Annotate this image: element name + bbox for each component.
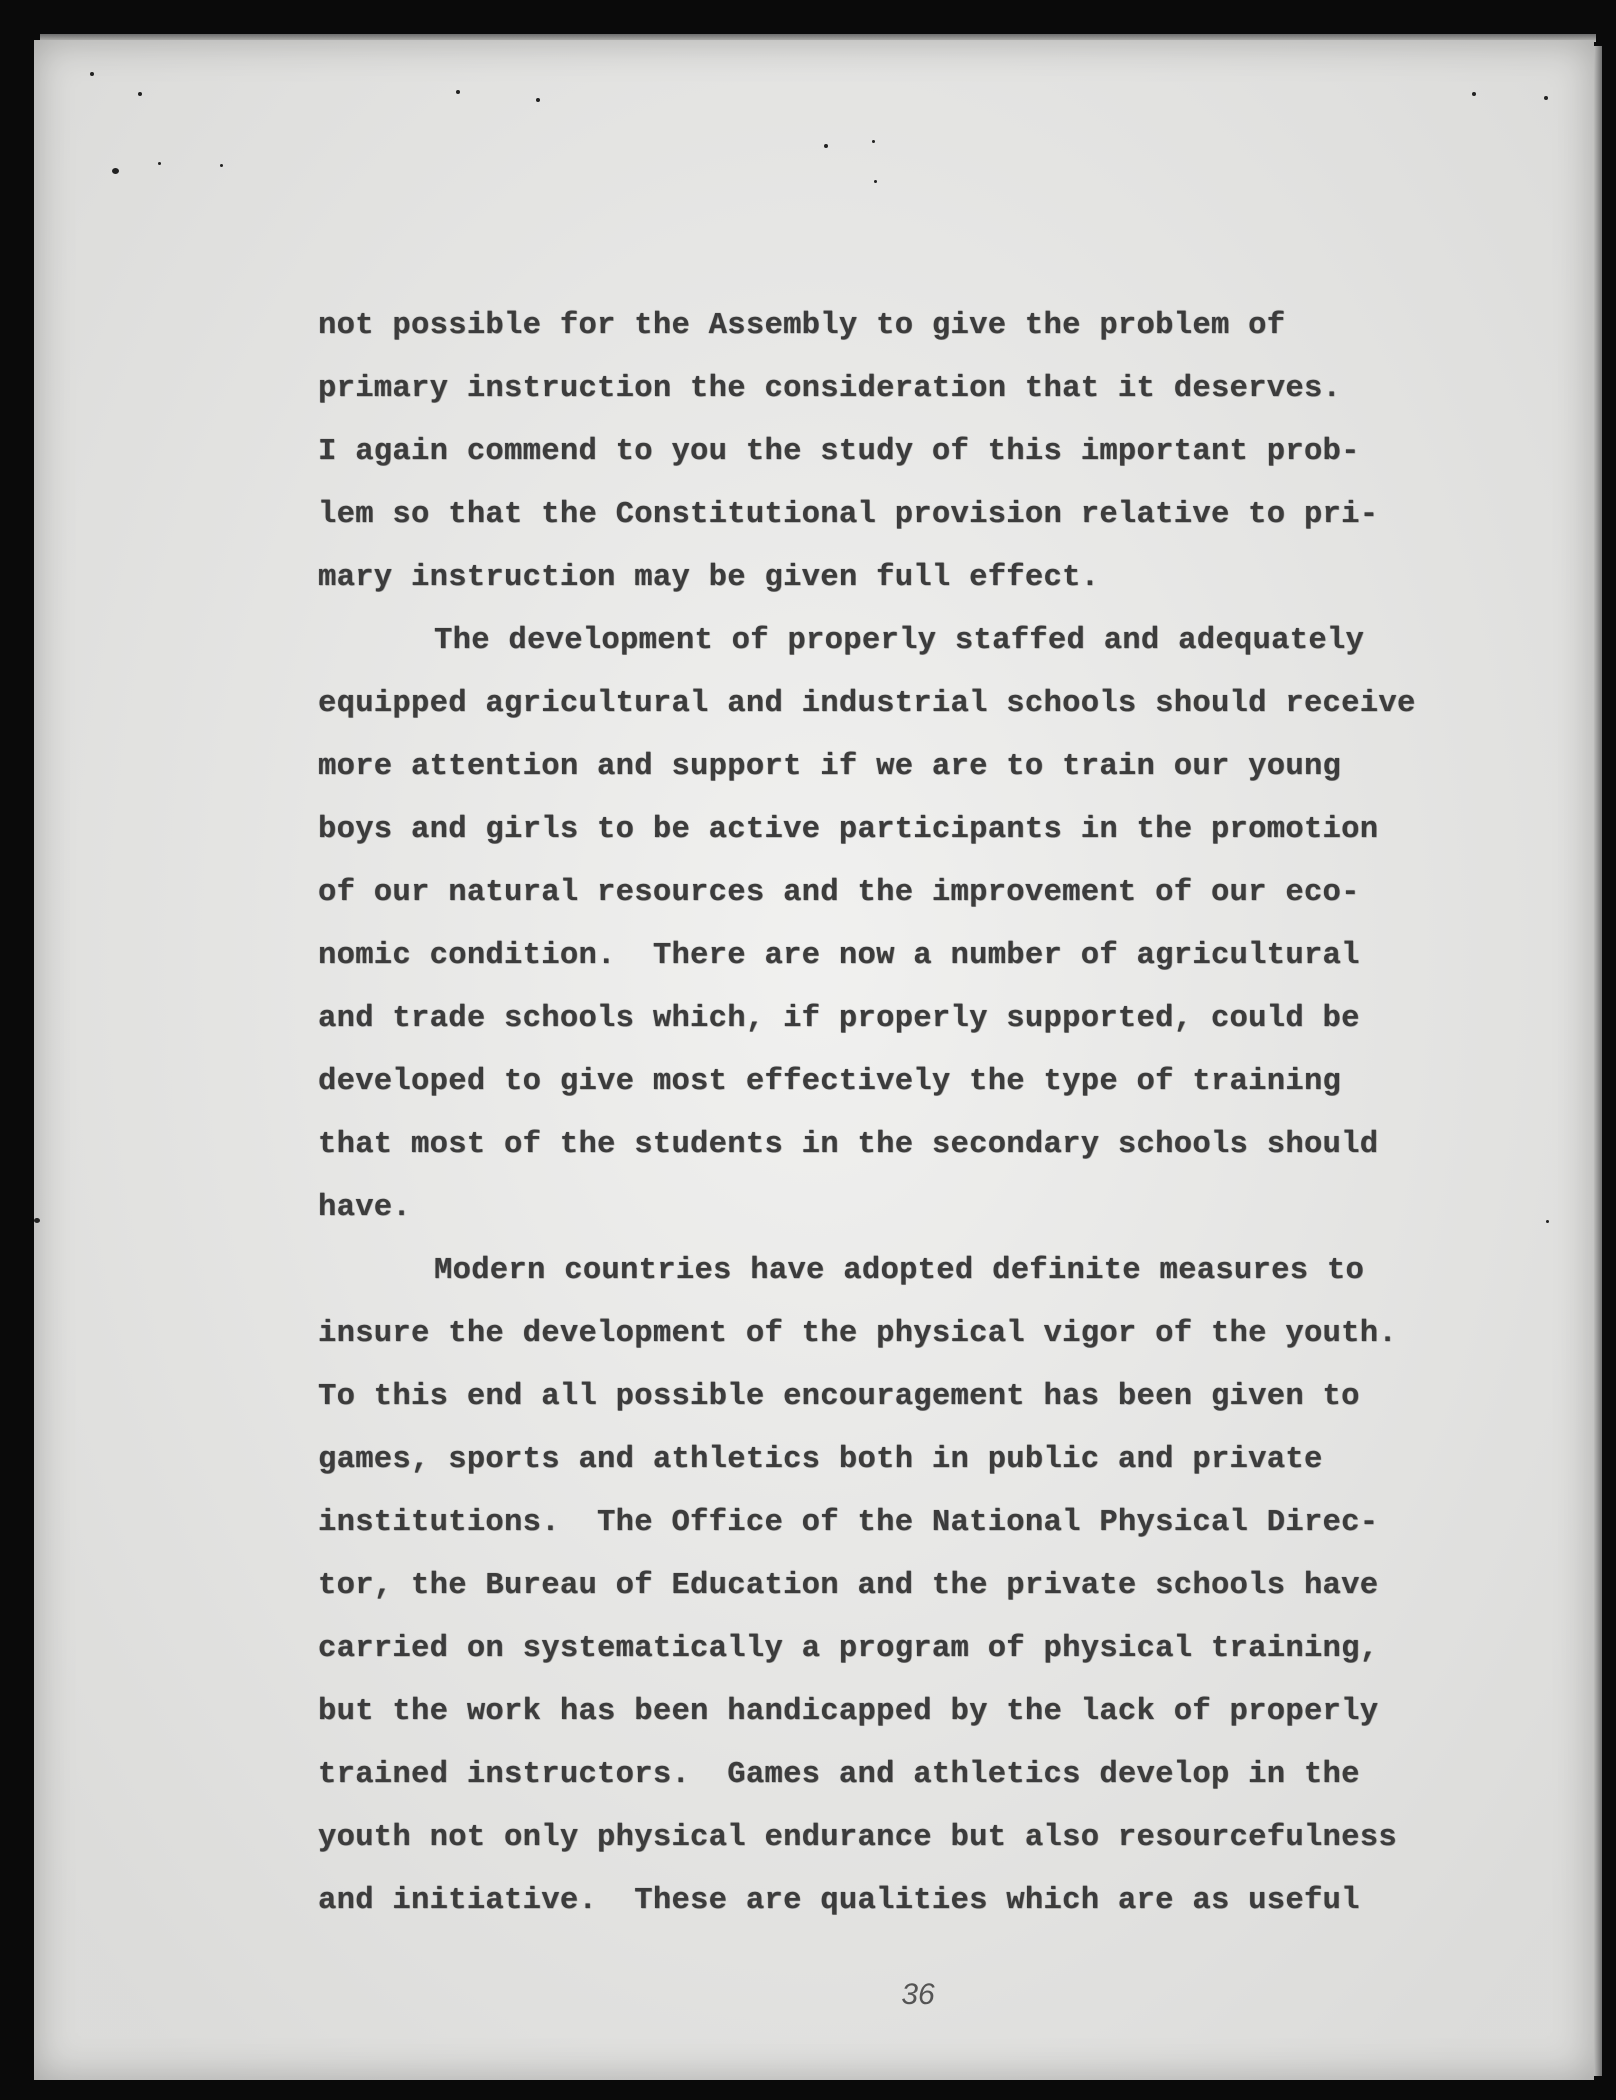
text-line: boys and girls to be active participants in the promotion <box>318 813 1379 847</box>
text-line: To this end all possible encouragement has been given to <box>318 1380 1360 1414</box>
dust-speck <box>872 140 875 143</box>
dust-speck <box>824 144 828 148</box>
text-line: carried on systematically a program of physical training, <box>318 1632 1379 1666</box>
text-line: but the work has been handicapped by the lack of properly <box>318 1695 1379 1729</box>
dust-speck <box>34 1218 40 1223</box>
text-line: youth not only physical endurance but also resourcefulness <box>318 1821 1397 1855</box>
dust-speck <box>112 168 119 174</box>
dust-speck <box>1472 92 1476 96</box>
text-line: games, sports and athletics both in public and private <box>318 1443 1323 1477</box>
text-line: nomic condition. There are now a number of agricultural <box>318 939 1360 973</box>
dust-speck <box>456 90 460 94</box>
dust-speck <box>90 72 94 76</box>
document-body <box>318 306 1468 1944</box>
paper-edge-right <box>1594 46 1602 2076</box>
text-line: more attention and support if we are to train our young <box>318 750 1342 784</box>
text-line: that most of the students in the secondary schools should <box>318 1128 1379 1162</box>
text-line: and initiative. These are qualities which are as useful <box>318 1884 1360 1918</box>
text-line: and trade schools which, if properly supported, could be <box>318 1002 1360 1036</box>
text-line: insure the development of the physical vigor of the youth. <box>318 1317 1397 1351</box>
text-line: tor, the Bureau of Education and the private schools have <box>318 1569 1379 1603</box>
dust-speck <box>536 98 540 102</box>
text-line: institutions. The Office of the National Physical Direc- <box>318 1506 1379 1540</box>
text-line: I again commend to you the study of this important prob- <box>318 435 1360 469</box>
text-line: equipped agricultural and industrial schools should receive <box>318 687 1416 721</box>
paragraph-start-line: Modern countries have adopted definite measures to <box>434 1254 1365 1288</box>
page-number: 36 <box>901 1978 935 2011</box>
text-line: developed to give most effectively the type of training <box>318 1065 1342 1099</box>
text-line: not possible for the Assembly to give the problem of <box>318 309 1286 343</box>
text-line: have. <box>318 1191 412 1225</box>
dust-speck <box>158 162 161 165</box>
dust-speck <box>138 92 142 96</box>
text-line: trained instructors. Games and athletics develop in the <box>318 1758 1360 1792</box>
dust-speck <box>874 180 877 183</box>
text-line: of our natural resources and the improvement of our eco- <box>318 876 1360 910</box>
text-line: mary instruction may be given full effect. <box>318 561 1100 595</box>
dust-speck <box>1544 96 1548 100</box>
dust-speck <box>1546 1220 1549 1223</box>
text-line: primary instruction the consideration that it deserves. <box>318 372 1342 406</box>
dust-speck <box>220 164 223 167</box>
paragraph-start-line: The development of properly staffed and adequately <box>434 624 1365 658</box>
text-line: lem so that the Constitutional provision relative to pri- <box>318 498 1379 532</box>
